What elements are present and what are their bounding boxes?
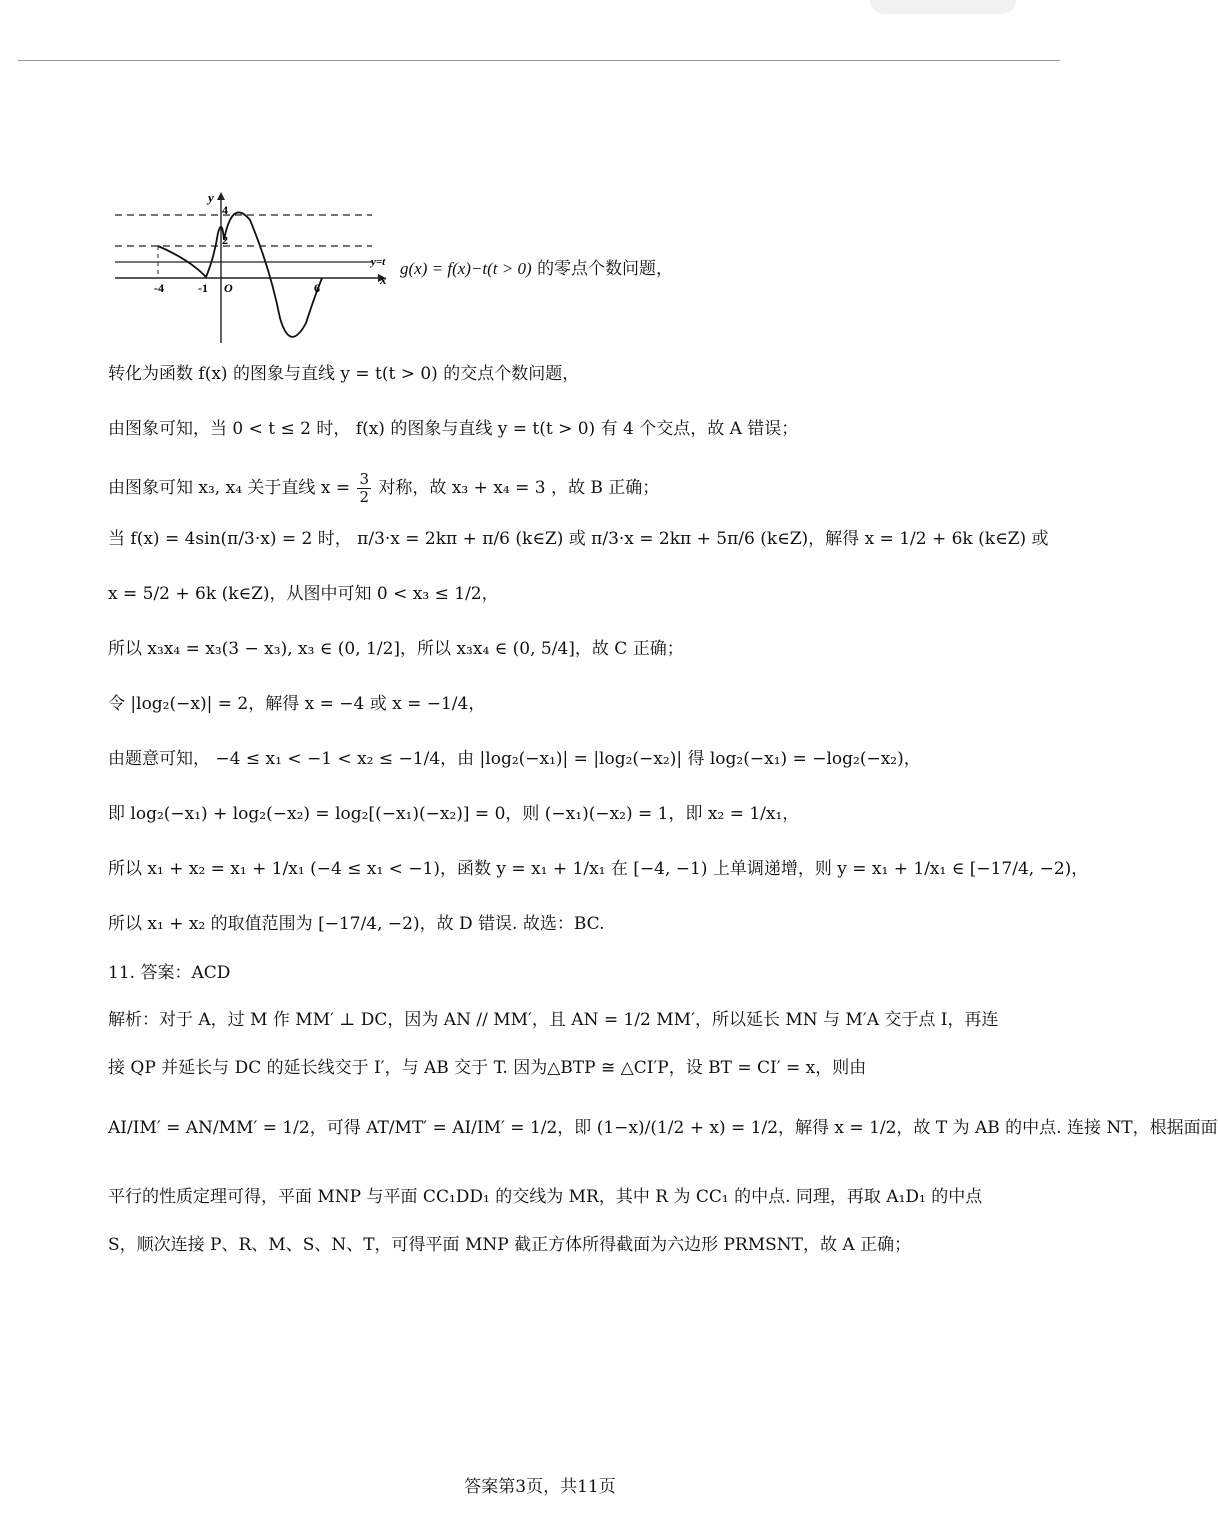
line-11: 所以 x₁ + x₂ 的取值范围为 [−17/4, −2)，故 D 错误. 故选：BC. xyxy=(108,914,605,934)
line-1: 转化为函数 f(x) 的图象与直线 y = t(t > 0) 的交点个数问题， xyxy=(108,364,580,384)
tick-y-4: 4 xyxy=(222,203,228,217)
line-16: 平行的性质定理可得，平面 MNP 与平面 CC₁DD₁ 的交线为 MR，其中 R 为 CC₁ 的中点. 同理，再取 A₁D₁ 的中点 xyxy=(108,1187,983,1207)
line-7: 令 |log₂(−x)| = 2，解得 x = −4 或 x = −1/4， xyxy=(108,694,486,714)
line-2: 由图象可知，当 0 < t ≤ 2 时， f(x) 的图象与直线 y = t(t > 0) 有 4 个交点，故 A 错误； xyxy=(108,419,799,439)
answer-11-heading: 11. 答案：ACD xyxy=(108,963,231,983)
tick-x-neg1: -1 xyxy=(198,281,208,295)
line-4: 当 f(x) = 4sin(π/3·x) = 2 时， π/3·x = 2kπ + π/6 (k∈Z) 或 π/3·x = 2kπ + 5π/6 (k∈Z)，解得 x = 1/2 + 6k (k∈Z) 或 xyxy=(108,529,1049,549)
fraction-3-2: $\frac{3}{2}$ xyxy=(359,470,370,506)
caption-formula: g(x) = f(x)−t(t > 0) xyxy=(400,259,532,278)
page-footer: 答案第3页，共11页 xyxy=(464,1477,616,1497)
caption-text: 的零点个数问题， xyxy=(537,259,674,279)
line-8: 由题意可知， −4 ≤ x₁ < −1 < x₂ ≤ −1/4，由 |log₂(−x₁)| = |log₂(−x₂)| 得 log₂(−x₁) = −log₂(−x₂)， xyxy=(108,749,921,769)
line-3-a: 由图象可知 x₃, x₄ 关于直线 x = xyxy=(108,478,351,498)
tick-y-2: 2 xyxy=(222,233,228,247)
line-3 xyxy=(108,471,659,506)
graph-caption xyxy=(400,254,673,279)
tick-x-neg4: -4 xyxy=(154,281,164,295)
line-label-y-t: y=t xyxy=(371,256,386,268)
line-15: AI/IM′ = AN/MM′ = 1/2，可得 AT/MT′ = AI/IM′ = 1/2，即 (1−x)/(1/2 + x) = 1/2，解得 x = 1/2，故 T 为 AB 的中点. 连接 NT，根据面面 xyxy=(108,1118,1218,1138)
line-9: 即 log₂(−x₁) + log₂(−x₂) = log₂[(−x₁)(−x₂)] = 0，则 (−x₁)(−x₂) = 1，即 x₂ = 1/x₁， xyxy=(108,804,800,824)
function-graph xyxy=(110,188,395,348)
corner-tab xyxy=(870,0,1016,14)
origin-label: O xyxy=(224,281,233,295)
line-5: x = 5/2 + 6k (k∈Z)，从图中可知 0 < x₃ ≤ 1/2， xyxy=(108,584,499,604)
tick-x-6: 6 xyxy=(314,281,320,295)
line-6: 所以 x₃x₄ = x₃(3 − x₃), x₃ ∈ (0, 1/2]，所以 x₃x₄ ∈ (0, 5/4]，故 C 正确； xyxy=(108,639,684,659)
top-divider xyxy=(18,60,1060,61)
line-10: 所以 x₁ + x₂ = x₁ + 1/x₁ (−4 ≤ x₁ < −1)，函数 y = x₁ + 1/x₁ 在 [−4, −1) 上单调递增，则 y = x₁ + 1/x₁ ∈ [−17/4, −2)， xyxy=(108,859,1089,879)
y-axis-label: y xyxy=(208,190,214,205)
line-14: 接 QP 并延长与 DC 的延长线交于 I′，与 AB 交于 T. 因为△BTP ≅ △CI′P，设 BT = CI′ = x，则由 xyxy=(108,1058,867,1078)
line-3-b: 对称，故 x₃ + x₄ = 3 ，故 B 正确； xyxy=(378,478,660,498)
line-13: 解析：对于 A，过 M 作 MM′ ⊥ DC，因为 AN // MM′，且 AN = 1/2 MM′，所以延长 MN 与 M′A 交于点 I，再连 xyxy=(108,1010,999,1030)
y-axis-arrow xyxy=(217,192,225,200)
line-17: S，顺次连接 P、R、M、S、N、T，可得平面 MNP 截正方体所得截面为六边形 PRMSNT，故 A 正确； xyxy=(108,1235,912,1255)
x-axis-label: x xyxy=(380,272,387,287)
curve-f xyxy=(158,212,322,336)
